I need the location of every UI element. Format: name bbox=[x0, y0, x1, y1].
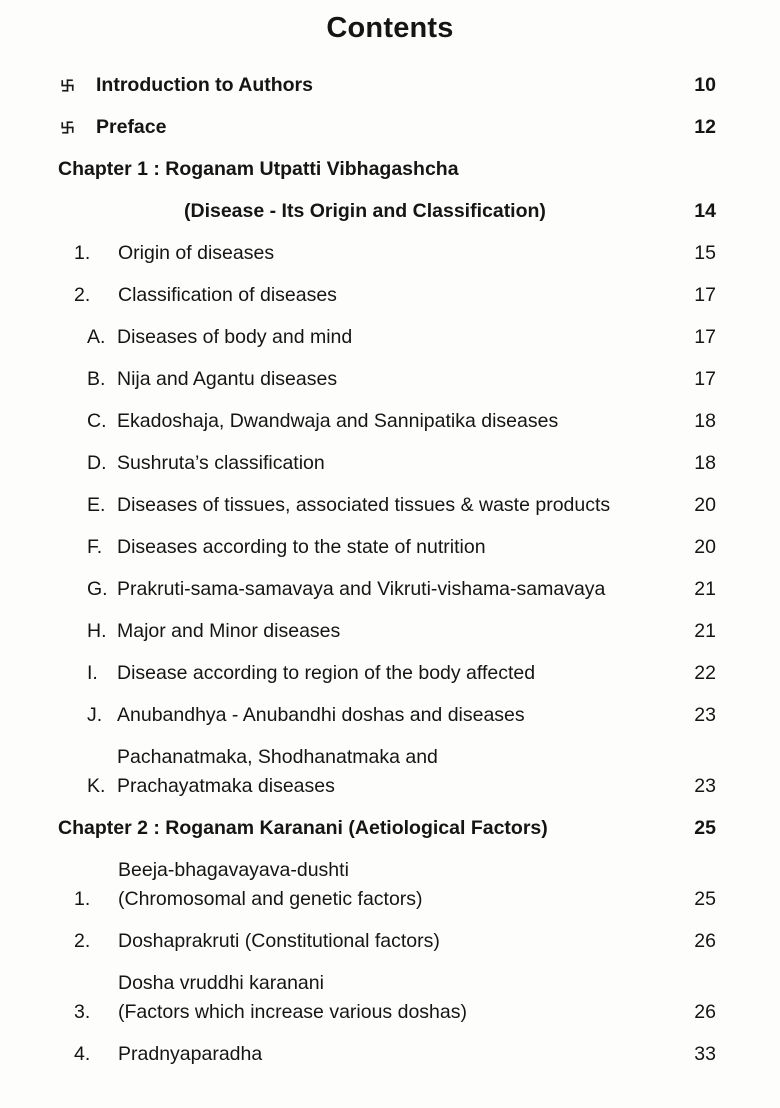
toc-row bbox=[58, 491, 716, 520]
chapter-heading: Chapter 2 : Roganam Karanani (Aetiological Factors) bbox=[58, 817, 548, 839]
toc-page-number: 26 bbox=[694, 930, 716, 952]
swastika-icon bbox=[58, 71, 96, 100]
toc-row bbox=[58, 533, 716, 562]
toc-item-label: Disease according to region of the body affected bbox=[117, 662, 536, 684]
chapter-subheading: (Disease - Its Origin and Classification) bbox=[184, 200, 546, 222]
toc-item-label: Diseases according to the state of nutrition bbox=[117, 536, 486, 558]
toc-item-label: Major and Minor diseases bbox=[117, 620, 341, 642]
toc-item-line2: (Chromosomal and genetic factors) bbox=[118, 888, 423, 910]
toc-item-label: Diseases of body and mind bbox=[117, 326, 353, 348]
toc-item-line1: Beeja-bhagavayava-dushti bbox=[118, 859, 349, 881]
toc-row bbox=[58, 659, 716, 688]
item-marker: 2. bbox=[74, 930, 91, 952]
toc-page-number: 33 bbox=[694, 1043, 716, 1065]
toc-page-number: 20 bbox=[694, 536, 716, 558]
toc-row bbox=[58, 927, 716, 956]
toc-row bbox=[58, 856, 716, 914]
toc-page-number: 21 bbox=[694, 620, 716, 642]
toc-item-label: Sushruta’s classification bbox=[117, 452, 325, 474]
toc-row bbox=[58, 575, 716, 604]
toc-page-number: 17 bbox=[694, 368, 716, 390]
toc-row-introduction bbox=[58, 71, 716, 100]
page-title: Contents bbox=[326, 12, 454, 44]
toc-row-chapter2-heading bbox=[58, 814, 716, 843]
item-marker: E. bbox=[87, 494, 106, 516]
item-marker: 1. bbox=[74, 242, 91, 264]
item-marker: G. bbox=[87, 578, 108, 600]
toc-item-label bbox=[118, 969, 686, 1027]
toc-item-label: Origin of diseases bbox=[118, 242, 275, 264]
toc-item-line1: Pachanatmaka, Shodhanatmaka and bbox=[117, 746, 438, 768]
item-marker: A. bbox=[87, 326, 106, 348]
toc-page-number: 21 bbox=[694, 578, 716, 600]
toc-item-line1: Dosha vruddhi karanani bbox=[118, 972, 324, 994]
toc-row bbox=[58, 701, 716, 730]
item-marker: D. bbox=[87, 452, 107, 474]
toc-item-label: Preface bbox=[96, 116, 167, 138]
toc-row bbox=[58, 365, 716, 394]
toc-page-number: 23 bbox=[694, 775, 716, 797]
toc-row bbox=[58, 1040, 716, 1069]
toc-item-label: Anubandhya - Anubandhi doshas and diseases bbox=[117, 704, 525, 726]
toc-item-line2: (Factors which increase various doshas) bbox=[118, 1001, 467, 1023]
toc-item-label bbox=[117, 743, 686, 801]
toc-item-label: Classification of diseases bbox=[118, 284, 337, 306]
toc-item-label: Doshaprakruti (Constitutional factors) bbox=[118, 930, 440, 952]
toc-row bbox=[58, 743, 716, 801]
item-marker: J. bbox=[87, 704, 103, 726]
toc-page-number: 17 bbox=[694, 326, 716, 348]
toc-row bbox=[58, 407, 716, 436]
toc-item-label: Pradnyaparadha bbox=[118, 1043, 263, 1065]
item-marker: 2. bbox=[74, 284, 91, 306]
toc-row bbox=[58, 239, 716, 268]
toc-page-number: 26 bbox=[694, 1001, 716, 1023]
chapter-heading: Chapter 1 : Roganam Utpatti Vibhagashcha bbox=[58, 158, 459, 180]
toc-row bbox=[58, 281, 716, 310]
item-marker: H. bbox=[87, 620, 107, 642]
toc-page-number: 14 bbox=[694, 200, 716, 222]
item-marker: I. bbox=[87, 662, 98, 684]
item-marker: 4. bbox=[74, 1043, 91, 1065]
item-marker: 1. bbox=[74, 888, 91, 910]
toc-item-label: Ekadoshaja, Dwandwaja and Sannipatika diseases bbox=[117, 410, 559, 432]
toc-row-chapter1-subheading bbox=[58, 197, 716, 226]
toc-page-number: 23 bbox=[694, 704, 716, 726]
item-marker: B. bbox=[87, 368, 106, 390]
toc-row bbox=[58, 323, 716, 352]
item-marker: 3. bbox=[74, 1001, 91, 1023]
toc-page-number: 18 bbox=[694, 410, 716, 432]
toc-page-number: 15 bbox=[694, 242, 716, 264]
toc-row bbox=[58, 449, 716, 478]
toc-row bbox=[58, 969, 716, 1027]
swastika-icon bbox=[58, 113, 96, 142]
toc-page-number: 17 bbox=[694, 284, 716, 306]
toc-item-label bbox=[118, 856, 686, 914]
item-marker: F. bbox=[87, 536, 103, 558]
toc-page-number: 25 bbox=[694, 888, 716, 910]
item-marker: C. bbox=[87, 410, 107, 432]
item-marker: K. bbox=[87, 775, 106, 797]
toc-row bbox=[58, 617, 716, 646]
toc-page-number: 25 bbox=[694, 817, 716, 839]
toc-item-label: Introduction to Authors bbox=[96, 74, 313, 96]
toc-page-number: 20 bbox=[694, 494, 716, 516]
toc-item-line2: Prachayatmaka diseases bbox=[117, 775, 335, 797]
toc-row-preface bbox=[58, 113, 716, 142]
toc-page-number: 18 bbox=[694, 452, 716, 474]
toc-page-number: 12 bbox=[694, 116, 716, 138]
table-of-contents bbox=[0, 45, 780, 1069]
toc-page-number: 10 bbox=[694, 74, 716, 96]
toc-item-label: Prakruti-sama-samavaya and Vikruti-vishama-samavaya bbox=[117, 578, 606, 600]
toc-item-label: Nija and Agantu diseases bbox=[117, 368, 338, 390]
toc-page-number: 22 bbox=[694, 662, 716, 684]
toc-row-chapter1-heading bbox=[58, 155, 716, 184]
toc-item-label: Diseases of tissues, associated tissues & waste products bbox=[117, 494, 611, 516]
